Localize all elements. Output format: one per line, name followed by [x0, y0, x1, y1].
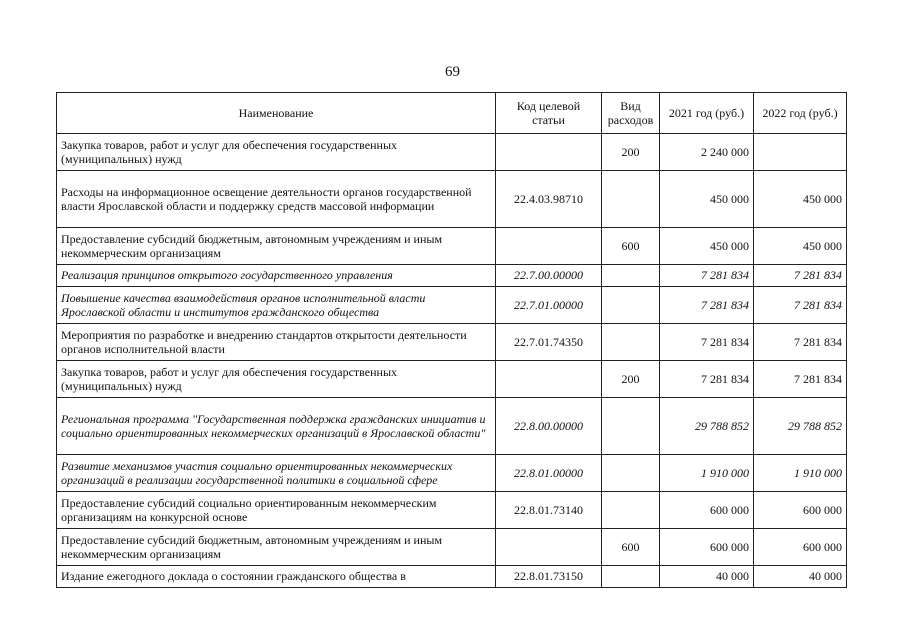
cell-type: [602, 265, 660, 287]
cell-2022: 29 788 852: [754, 398, 847, 455]
table-header-row: [57, 93, 847, 134]
cell-type: 200: [602, 361, 660, 398]
table-row: [57, 361, 847, 398]
cell-code: 22.7.01.74350: [496, 324, 602, 361]
cell-name: Издание ежегодного доклада о состоянии гражданского общества в: [57, 566, 496, 588]
table-row: [57, 455, 847, 492]
header-type: Вид расходов: [602, 93, 660, 134]
cell-code: [496, 228, 602, 265]
cell-code: 22.8.01.73150: [496, 566, 602, 588]
cell-2021: 2 240 000: [660, 134, 754, 171]
table-row: [57, 228, 847, 265]
cell-2021: 29 788 852: [660, 398, 754, 455]
cell-code: 22.7.00.00000: [496, 265, 602, 287]
cell-name: Предоставление субсидий бюджетным, автономным учреждениям и иным некоммерческим организациям: [57, 529, 496, 566]
cell-type: 200: [602, 134, 660, 171]
cell-code: 22.8.01.73140: [496, 492, 602, 529]
cell-code: [496, 134, 602, 171]
cell-name: Закупка товаров, работ и услуг для обеспечения государственных (муниципальных) нужд: [57, 361, 496, 398]
cell-type: [602, 398, 660, 455]
cell-code: [496, 361, 602, 398]
cell-name: Реализация принципов открытого государственного управления: [57, 265, 496, 287]
table-row: [57, 287, 847, 324]
cell-type: [602, 324, 660, 361]
cell-name: Расходы на информационное освещение деятельности органов государственной власти Ярославской области и поддержку средств массовой информации: [57, 171, 496, 228]
page-number: 69: [445, 64, 460, 80]
cell-2022: 1 910 000: [754, 455, 847, 492]
cell-2021: 40 000: [660, 566, 754, 588]
cell-2021: 7 281 834: [660, 324, 754, 361]
cell-2021: 450 000: [660, 171, 754, 228]
cell-2022: 600 000: [754, 492, 847, 529]
cell-2022: 40 000: [754, 566, 847, 588]
cell-type: [602, 171, 660, 228]
cell-2022: 450 000: [754, 171, 847, 228]
table-row: [57, 398, 847, 455]
cell-2021: 600 000: [660, 529, 754, 566]
cell-2022: 7 281 834: [754, 324, 847, 361]
cell-2022: 7 281 834: [754, 287, 847, 324]
table-row: [57, 529, 847, 566]
header-2021: 2021 год (руб.): [660, 93, 754, 134]
cell-2022: 450 000: [754, 228, 847, 265]
cell-2021: 600 000: [660, 492, 754, 529]
cell-2021: 7 281 834: [660, 265, 754, 287]
cell-type: [602, 566, 660, 588]
table-row: [57, 566, 847, 588]
header-2022: 2022 год (руб.): [754, 93, 847, 134]
header-code: Код целевой статьи: [496, 93, 602, 134]
cell-2022: 7 281 834: [754, 361, 847, 398]
cell-code: 22.8.00.00000: [496, 398, 602, 455]
table-row: [57, 171, 847, 228]
cell-code: 22.7.01.00000: [496, 287, 602, 324]
cell-2021: 450 000: [660, 228, 754, 265]
cell-type: [602, 492, 660, 529]
cell-name: Предоставление субсидий социально ориентированным некоммерческим организациям на конкурсной основе: [57, 492, 496, 529]
cell-name: Закупка товаров, работ и услуг для обеспечения государственных (муниципальных) нужд: [57, 134, 496, 171]
cell-name: Повышение качества взаимодействия органов исполнительной власти Ярославской области и институтов гражданского общества: [57, 287, 496, 324]
cell-name: Развитие механизмов участия социально ориентированных некоммерческих организаций в реализации государственной политики в социальной сфере: [57, 455, 496, 492]
table-row: [57, 134, 847, 171]
cell-code: 22.4.03.98710: [496, 171, 602, 228]
cell-2021: 1 910 000: [660, 455, 754, 492]
cell-name: Мероприятия по разработке и внедрению стандартов открытости деятельности органов исполнительной власти: [57, 324, 496, 361]
cell-type: 600: [602, 529, 660, 566]
cell-2022: 7 281 834: [754, 265, 847, 287]
cell-2021: 7 281 834: [660, 287, 754, 324]
cell-code: 22.8.01.00000: [496, 455, 602, 492]
cell-name: Предоставление субсидий бюджетным, автономным учреждениям и иным некоммерческим организациям: [57, 228, 496, 265]
cell-type: 600: [602, 228, 660, 265]
cell-name: Региональная программа "Государственная поддержка гражданских инициатив и социально ориентированных некоммерческих организаций в Ярославской области": [57, 398, 496, 455]
header-name: Наименование: [57, 93, 496, 134]
cell-type: [602, 287, 660, 324]
cell-2022: 600 000: [754, 529, 847, 566]
cell-type: [602, 455, 660, 492]
table-row: [57, 324, 847, 361]
table-row: [57, 265, 847, 287]
budget-table: [56, 92, 847, 588]
table-row: [57, 492, 847, 529]
cell-2022: [754, 134, 847, 171]
cell-code: [496, 529, 602, 566]
cell-2021: 7 281 834: [660, 361, 754, 398]
